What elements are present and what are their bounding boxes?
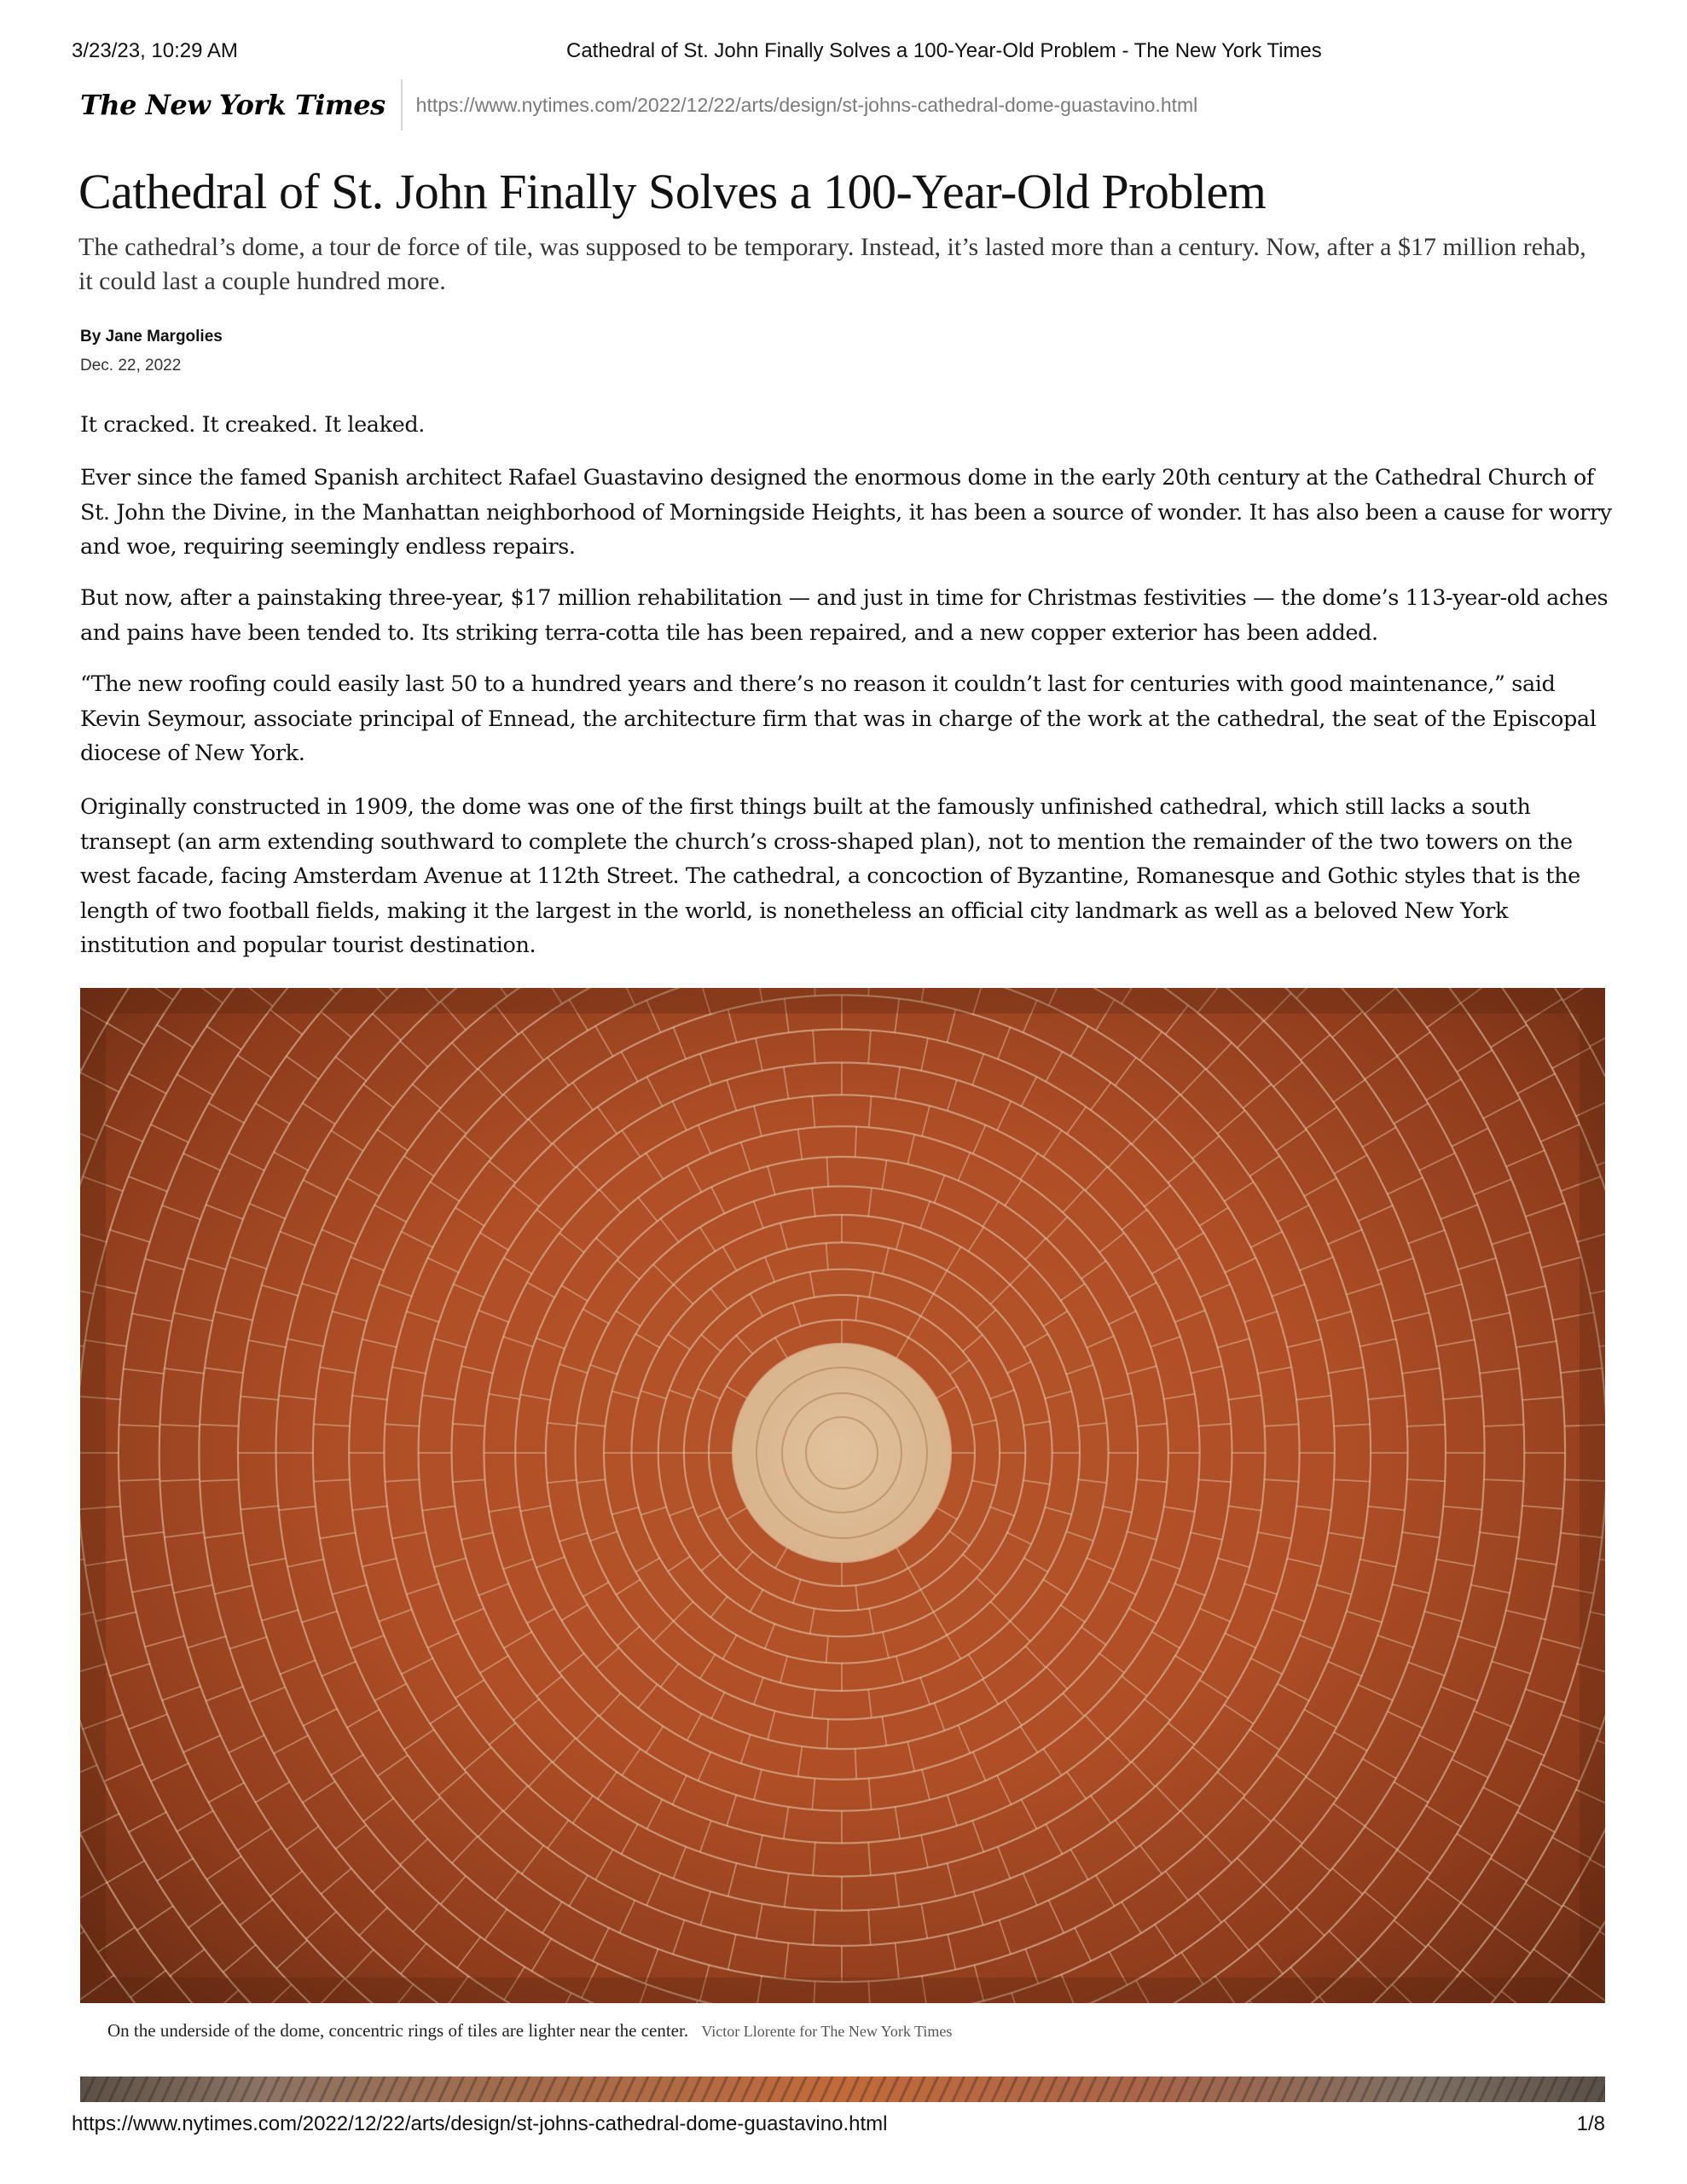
print-header <box>72 39 1615 67</box>
article-date: Dec. 22, 2022 <box>80 357 182 375</box>
dome-photo <box>80 988 1605 2003</box>
article-headline: Cathedral of St. John Finally Solves a 100-Year-Old Problem <box>78 164 1267 219</box>
page-number: 1/8 <box>1576 2112 1605 2135</box>
article-url[interactable]: https://www.nytimes.com/2022/12/22/arts/design/st-johns-cathedral-dome-guastavino.html <box>415 93 1198 116</box>
dome-center-medallion <box>733 1344 951 1562</box>
article-summary: The cathedral’s dome, a tour de force of tile, was supposed to be temporary. Instead, it’s lasted more than a century. Now, after a $17 million rehab, it could last a couple hundred more. <box>78 233 1586 295</box>
article-paragraph: But now, after a painstaking three-year, $17 million rehabilitation — and just in time for Christmas festivities — the dome’s 113-year-old aches and pains have been tended to. Its striking terra-cotta tile has been repaired, and a new copper exterior has been added. <box>80 585 1609 646</box>
photo-caption <box>107 2020 952 2042</box>
print-document-title: Cathedral of St. John Finally Solves a 100-Year-Old Problem - The New York Times <box>566 39 1322 62</box>
article-paragraph: It cracked. It creaked. It leaked. <box>80 412 425 438</box>
masthead-divider <box>401 79 403 131</box>
dome-tile-pattern <box>80 988 1605 2003</box>
article-byline[interactable]: By Jane Margolies <box>80 328 223 346</box>
print-footer <box>72 2112 1605 2138</box>
print-date: 3/23/23, 10:29 AM <box>72 39 238 62</box>
article-paragraph: Ever since the famed Spanish architect Rafael Guastavino designed the enormous dome in the early 20th century at the Cathedral Church of St. John the Divine, in the Manhattan neighborhood of Morningside Heights, it has been a source of wonder. It has also been a cause for worry and woe, requiring seemingly endless repairs. <box>80 465 1612 560</box>
photo-credit: Victor Llorente for The New York Times <box>701 2023 953 2040</box>
article-paragraph: “The new roofing could easily last 50 to a hundred years and there’s no reason it couldn’t last for centuries with good maintenance,” said Kevin Seymour, associate principal of Ennead, the architecture firm that was in charge of the work at the cathedral, the seat of the Episcopal diocese of New York. <box>80 671 1597 766</box>
next-photo-texture <box>80 2077 1605 2102</box>
next-photo-strip <box>80 2077 1605 2102</box>
print-footer-url: https://www.nytimes.com/2022/12/22/arts/design/st-johns-cathedral-dome-guastavino.html <box>72 2112 888 2135</box>
nyt-logo[interactable]: The New York Times <box>80 89 386 121</box>
caption-text: On the underside of the dome, concentric rings of tiles are lighter near the center. <box>107 2020 689 2041</box>
article-paragraph: Originally constructed in 1909, the dome was one of the first things built at the famously unfinished cathedral, which still lacks a south transept (an arm extending southward to complete the church’s cross-shaped plan), not to mention the remainder of the two towers on the west facade, facing Amsterdam Avenue at 112th Street. The cathedral, a concoction of Byzantine, Romanesque and Gothic styles that is the length of two football fields, making it the largest in the world, is nonetheless an official city landmark as well as a beloved New York institution and popular tourist destination. <box>80 794 1580 958</box>
masthead <box>80 78 1197 131</box>
